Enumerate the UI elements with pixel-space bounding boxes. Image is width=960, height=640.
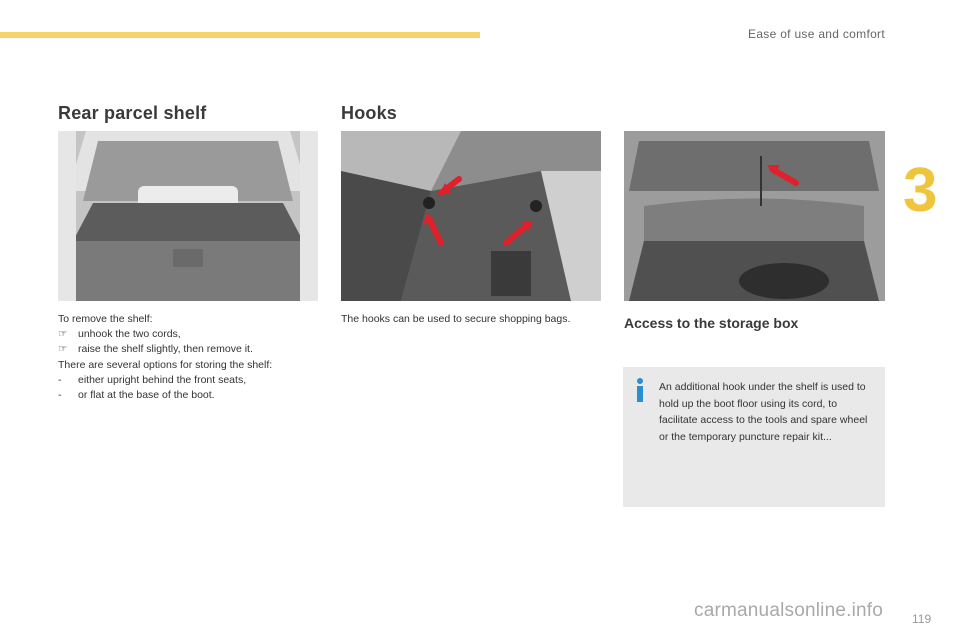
storage-box-title: Access to the storage box (624, 315, 799, 331)
hooks-description: The hooks can be used to secure shopping bags. (341, 313, 571, 325)
storage-box-photo (624, 131, 885, 301)
hooks-photo (341, 131, 601, 301)
parcel-shelf-photo (58, 131, 318, 301)
chapter-number: 3 (903, 156, 938, 225)
watermark: carmanualsonline.info (694, 600, 884, 621)
hooks-title: Hooks (341, 103, 398, 123)
pointing-hand-icon: ☞ (58, 328, 68, 341)
info-text: An additional hook under the shelf is used to hold up the boot floor using its cord, to facilitate access to the tools and spare wheel or the temporary puncture repair kit... (659, 381, 868, 443)
step-item: ☞ unhook the two cords, (58, 327, 320, 342)
step-item: ☞ raise the shelf slightly, then remove it. (58, 342, 320, 357)
rear-parcel-shelf-title: Rear parcel shelf (58, 103, 207, 123)
parcel-shelf-instructions (58, 312, 320, 403)
page-number: 119 (912, 612, 932, 626)
option-item: - or flat at the base of the boot. (58, 389, 215, 402)
info-box (623, 367, 885, 507)
section-title: Ease of use and comfort (748, 27, 885, 41)
pointing-hand-icon: ☞ (58, 343, 68, 356)
option-item: - either upright behind the front seats, (58, 373, 247, 386)
intro-text: To remove the shelf: (58, 313, 153, 325)
options-intro-text: There are several options for storing the shelf: (58, 358, 273, 371)
info-icon (635, 377, 645, 403)
accent-bar (0, 32, 480, 38)
